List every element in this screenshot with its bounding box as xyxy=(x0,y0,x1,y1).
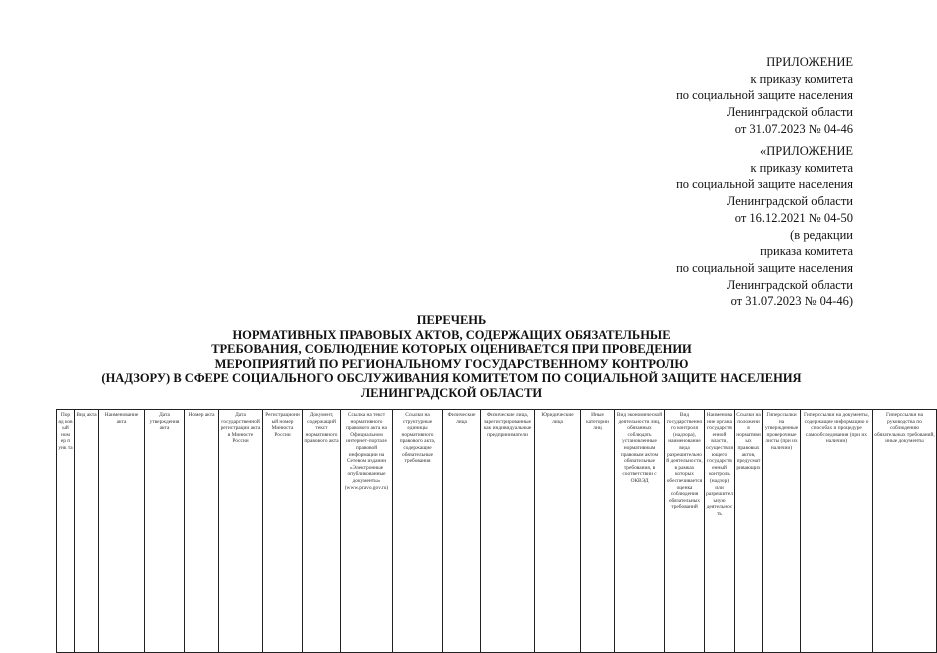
column-header: Гиперссылки на утвержденные проверочные листы (при их наличии) xyxy=(763,410,801,653)
title-line: (НАДЗОРУ) В СФЕРЕ СОЦИАЛЬНОГО ОБСЛУЖИВАНИЯ КОМИТЕТОМ ПО СОЦИАЛЬНОЙ ЗАЩИТЕ НАСЕЛЕНИЯ xyxy=(101,371,802,386)
appendix-line: Ленинградской области xyxy=(726,105,853,120)
column-header: Вид экономической деятельности лиц, обязанных соблюдать установленные нормативным правовым актом обязательные требования, в соответствии с ОКВЭД xyxy=(615,410,665,653)
appendix-line: Ленинградской области xyxy=(726,277,853,292)
title-line: ПЕРЕЧЕНЬ xyxy=(416,313,487,327)
title-line: МЕРОПРИЯТИЙ ПО РЕГИОНАЛЬНОМУ ГОСУДАРСТВЕННОМУ КОНТРОЛЮ xyxy=(214,356,689,371)
title-line: ТРЕБОВАНИЯ, СОБЛЮДЕНИЕ КОТОРЫХ ОЦЕНИВАЕТСЯ ПРИ ПРОВЕДЕНИИ xyxy=(211,342,692,357)
document-title xyxy=(0,313,903,401)
column-header: Наименование органа государственной власти, осуществляющего государственный контроль (надзор) или разрешительную деятельность xyxy=(705,410,735,653)
column-header: Ссылки на положения нормативных правовых актов, предусматривающих xyxy=(735,410,763,653)
column-header: Иные категории лиц xyxy=(581,410,615,653)
appendix-line: от 31.07.2023 № 04-46) xyxy=(730,294,853,309)
title-line: ЛЕНИНГРАДСКОЙ ОБЛАСТИ xyxy=(360,385,543,400)
column-header: Регистрационный номер Минюста России xyxy=(263,410,303,653)
column-header: Физические лица, зарегистрированные как индивидуальные предприниматели xyxy=(481,410,535,653)
appendix-line: от 31.07.2023 № 04-46 xyxy=(734,121,853,136)
appendix-line: от 16.12.2021 № 04-50 xyxy=(734,210,853,225)
column-header: Гиперссылки на руководства по соблюдению обязательных требований, иные документы xyxy=(873,410,937,653)
column-header: Документ, содержащий текст нормативного правового акта xyxy=(303,410,341,653)
appendix-line: ПРИЛОЖЕНИЕ xyxy=(766,55,853,69)
column-header: Ссылка на текст нормативного правового акта на Официальном интернет-портале правовой информации на Сетевом издании «Электронные опубликованные документы» (www.pravo.gov.ru) xyxy=(341,410,393,653)
regulations-table xyxy=(56,409,935,649)
title-line: НОРМАТИВНЫХ ПРАВОВЫХ АКТОВ, СОДЕРЖАЩИХ ОБЯЗАТЕЛЬНЫЕ xyxy=(232,327,671,342)
column-header: Гиперссылки на документы, содержащие информацию о способах и процедуре самообследования (при их наличии) xyxy=(801,410,873,653)
appendix-line: к приказу комитета xyxy=(750,71,853,86)
column-header: Дата утверждения акта xyxy=(145,410,185,653)
appendix-line: к приказу комитета xyxy=(750,160,853,175)
column-header: Пор яд ков ый ном ер п унк та xyxy=(57,410,75,653)
appendix-line: «ПРИЛОЖЕНИЕ xyxy=(760,144,853,158)
appendix-line: по социальной защите населения xyxy=(676,260,853,275)
appendix-line: (в редакции xyxy=(790,227,853,242)
column-header: Вид акта xyxy=(75,410,99,653)
appendix-line: приказа комитета xyxy=(760,244,853,259)
appendix-line: по социальной защите населения xyxy=(676,177,853,192)
column-header: Ссылки на структурные единицы нормативного правового акта, содержащие обязательные требования xyxy=(393,410,443,653)
column-header: Дата государственной регистрации акта в Минюсте России xyxy=(219,410,263,653)
appendix-line: Ленинградской области xyxy=(726,194,853,209)
column-header: Физические лица xyxy=(443,410,481,653)
column-header: Наименование акта xyxy=(99,410,145,653)
column-header: Вид государственного контроля (надзора), наименование вида разрешительной деятельности, в рамках которых обеспечивается оценка соблюдения обязательных требований xyxy=(665,410,705,653)
table-header-row xyxy=(57,410,937,653)
column-header: Юридические лица xyxy=(535,410,581,653)
appendix-line: по социальной защите населения xyxy=(676,88,853,103)
column-header: Номер акта xyxy=(185,410,219,653)
appendix-header-previous xyxy=(553,143,853,310)
appendix-header-current xyxy=(553,54,853,138)
